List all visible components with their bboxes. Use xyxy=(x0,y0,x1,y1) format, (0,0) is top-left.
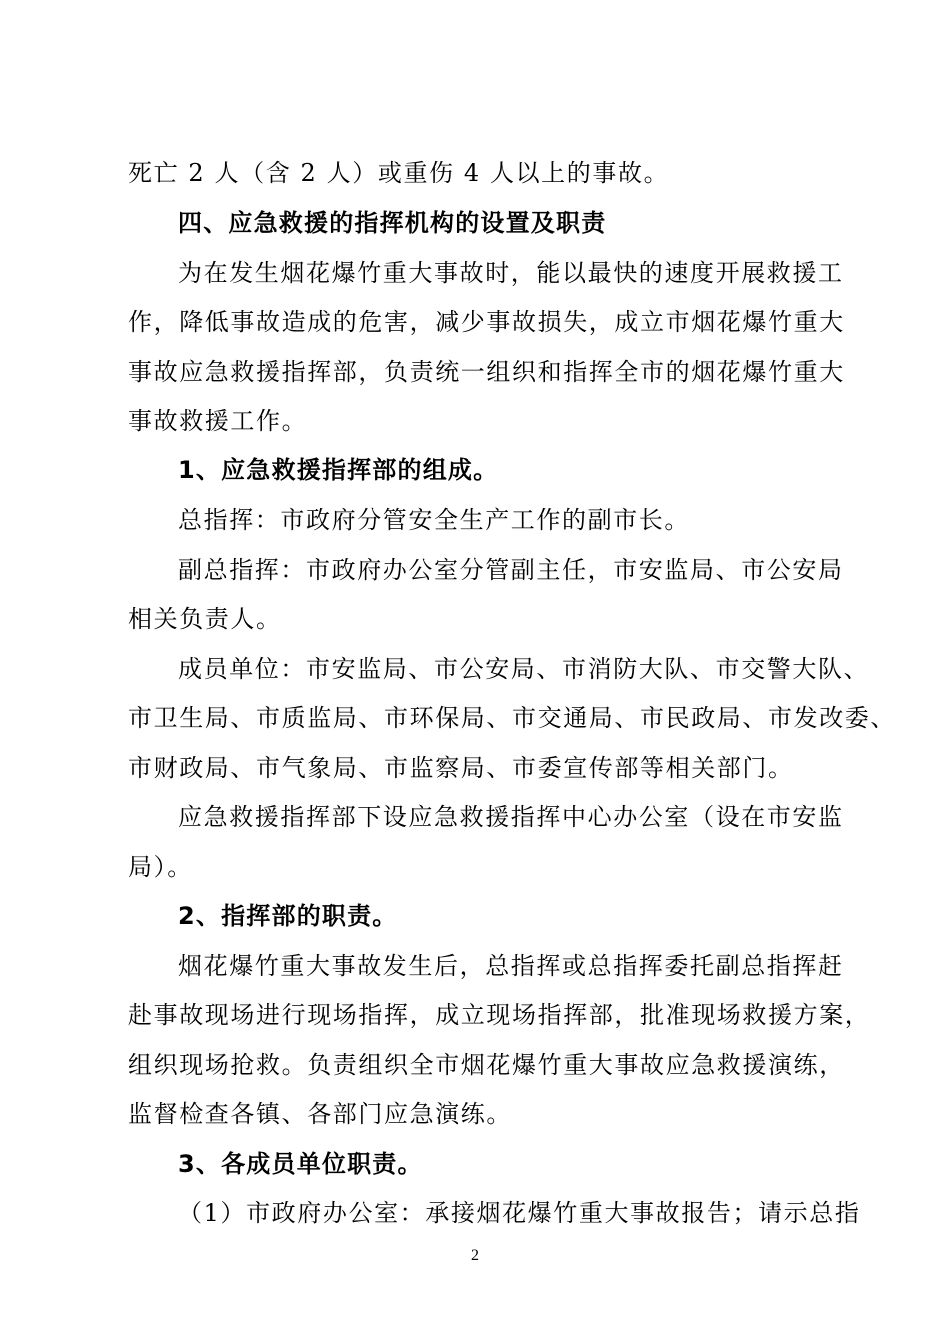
text-line: 相关负责人。 xyxy=(128,605,282,633)
text-line: 总指挥：市政府分管安全生产工作的副市长。 xyxy=(178,506,690,534)
text-line: 死亡 2 人（含 2 人）或重伤 4 人以上的事故。 xyxy=(128,159,670,187)
page-number: 2 xyxy=(471,1247,479,1264)
text-line: 事故应急救援指挥部，负责统一组织和指挥全市的烟花爆竹重大 xyxy=(128,358,845,386)
text-line: 赴事故现场进行现场指挥，成立现场指挥部，批准现场救援方案， xyxy=(128,1001,871,1029)
subsection-heading: 1、应急救援指挥部的组成。 xyxy=(178,456,499,484)
text-line: 组织现场抢救。负责组织全市烟花爆竹重大事故应急救援演练， xyxy=(128,1051,845,1079)
subsection-heading: 2、指挥部的职责。 xyxy=(178,902,398,930)
section-heading: 四、应急救援的指挥机构的设置及职责 xyxy=(178,209,607,237)
text-line: 副总指挥：市政府办公室分管副主任，市安监局、市公安局 xyxy=(178,556,844,584)
text-line: 作，降低事故造成的危害，减少事故损失，成立市烟花爆竹重大 xyxy=(128,308,845,336)
text-line: 应急救援指挥部下设应急救援指挥中心办公室（设在市安监 xyxy=(178,803,844,831)
text-line: 市卫生局、市质监局、市环保局、市交通局、市民政局、市发改委、 xyxy=(128,704,896,732)
text-line: 市财政局、市气象局、市监察局、市委宣传部等相关部门。 xyxy=(128,754,794,782)
text-line: （1）市政府办公室：承接烟花爆竹重大事故报告；请示总指 xyxy=(178,1199,861,1227)
text-line: 事故救援工作。 xyxy=(128,407,308,435)
text-line: 为在发生烟花爆竹重大事故时，能以最快的速度开展救援工 xyxy=(178,259,844,287)
text-line: 烟花爆竹重大事故发生后，总指挥或总指挥委托副总指挥赶 xyxy=(178,952,844,980)
text-line: 成员单位：市安监局、市公安局、市消防大队、市交警大队、 xyxy=(178,655,870,683)
text-line: 局）。 xyxy=(128,853,193,881)
text-line: 监督检查各镇、各部门应急演练。 xyxy=(128,1100,512,1128)
subsection-heading: 3、各成员单位职责。 xyxy=(178,1150,423,1178)
